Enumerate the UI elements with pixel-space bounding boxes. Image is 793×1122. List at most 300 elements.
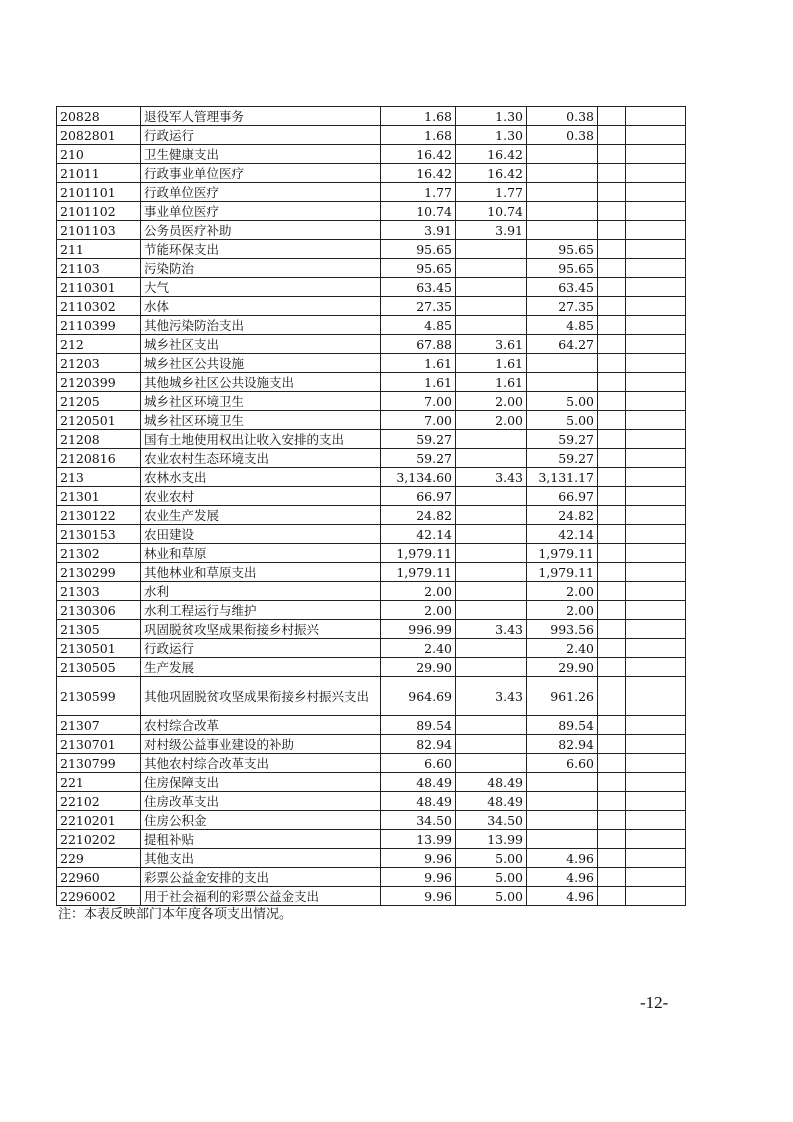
- total-cell: 13.99: [381, 830, 456, 849]
- empty-cell: [626, 525, 686, 544]
- subject-code-cell: 21302: [57, 544, 141, 563]
- empty-cell: [598, 164, 626, 183]
- subject-code-cell: 2130599: [57, 677, 141, 716]
- basic-expenditure-cell: 3.43: [456, 620, 527, 639]
- empty-cell: [598, 849, 626, 868]
- total-cell: 1,979.11: [381, 544, 456, 563]
- table-row: [57, 373, 686, 392]
- empty-cell: [626, 468, 686, 487]
- table-row: [57, 164, 686, 183]
- empty-cell: [598, 354, 626, 373]
- empty-cell: [626, 259, 686, 278]
- table-row: [57, 259, 686, 278]
- basic-expenditure-cell: 3.61: [456, 335, 527, 354]
- total-cell: 48.49: [381, 792, 456, 811]
- empty-cell: [626, 221, 686, 240]
- total-cell: 7.00: [381, 392, 456, 411]
- subject-name-cell: 行政单位医疗: [141, 183, 381, 202]
- project-expenditure-cell: 89.54: [527, 716, 598, 735]
- total-cell: 964.69: [381, 677, 456, 716]
- subject-code-cell: 2130701: [57, 735, 141, 754]
- subject-name-cell: 大气: [141, 278, 381, 297]
- table-row: [57, 107, 686, 126]
- table-row: [57, 563, 686, 582]
- basic-expenditure-cell: [456, 601, 527, 620]
- subject-code-cell: 21011: [57, 164, 141, 183]
- table-row: [57, 716, 686, 735]
- basic-expenditure-cell: 1.61: [456, 354, 527, 373]
- table-row: [57, 868, 686, 887]
- project-expenditure-cell: [527, 811, 598, 830]
- table-row: [57, 544, 686, 563]
- total-cell: 1.77: [381, 183, 456, 202]
- project-expenditure-cell: 4.96: [527, 887, 598, 906]
- subject-code-cell: 211: [57, 240, 141, 259]
- empty-cell: [598, 335, 626, 354]
- table-row: [57, 601, 686, 620]
- empty-cell: [626, 316, 686, 335]
- basic-expenditure-cell: 1.30: [456, 126, 527, 145]
- empty-cell: [626, 830, 686, 849]
- empty-cell: [598, 582, 626, 601]
- empty-cell: [626, 107, 686, 126]
- project-expenditure-cell: 59.27: [527, 449, 598, 468]
- project-expenditure-cell: 993.56: [527, 620, 598, 639]
- subject-name-cell: 事业单位医疗: [141, 202, 381, 221]
- subject-name-cell: 卫生健康支出: [141, 145, 381, 164]
- project-expenditure-cell: 4.85: [527, 316, 598, 335]
- table-note: 注：本表反映部门本年度各项支出情况。: [58, 907, 293, 922]
- empty-cell: [598, 411, 626, 430]
- empty-cell: [598, 677, 626, 716]
- table-row: [57, 202, 686, 221]
- total-cell: 89.54: [381, 716, 456, 735]
- basic-expenditure-cell: [456, 563, 527, 582]
- table-row: [57, 468, 686, 487]
- empty-cell: [598, 830, 626, 849]
- table-row: [57, 506, 686, 525]
- subject-code-cell: 2082801: [57, 126, 141, 145]
- total-cell: 2.40: [381, 639, 456, 658]
- empty-cell: [626, 887, 686, 906]
- total-cell: 95.65: [381, 259, 456, 278]
- empty-cell: [626, 677, 686, 716]
- table-row: [57, 582, 686, 601]
- subject-name-cell: 水利工程运行与维护: [141, 601, 381, 620]
- empty-cell: [598, 221, 626, 240]
- table-row: [57, 830, 686, 849]
- empty-cell: [626, 792, 686, 811]
- basic-expenditure-cell: 1.30: [456, 107, 527, 126]
- basic-expenditure-cell: 48.49: [456, 773, 527, 792]
- total-cell: 48.49: [381, 773, 456, 792]
- project-expenditure-cell: 2.00: [527, 582, 598, 601]
- subject-code-cell: 213: [57, 468, 141, 487]
- project-expenditure-cell: 63.45: [527, 278, 598, 297]
- project-expenditure-cell: [527, 221, 598, 240]
- empty-cell: [598, 811, 626, 830]
- empty-cell: [598, 240, 626, 259]
- empty-cell: [598, 107, 626, 126]
- empty-cell: [626, 582, 686, 601]
- basic-expenditure-cell: [456, 735, 527, 754]
- table-row: [57, 449, 686, 468]
- basic-expenditure-cell: 48.49: [456, 792, 527, 811]
- total-cell: 59.27: [381, 430, 456, 449]
- subject-name-cell: 污染防治: [141, 259, 381, 278]
- basic-expenditure-cell: [456, 316, 527, 335]
- total-cell: 42.14: [381, 525, 456, 544]
- total-cell: 24.82: [381, 506, 456, 525]
- subject-code-cell: 2110301: [57, 278, 141, 297]
- basic-expenditure-cell: [456, 278, 527, 297]
- subject-code-cell: 2130306: [57, 601, 141, 620]
- table-row: [57, 658, 686, 677]
- empty-cell: [626, 487, 686, 506]
- subject-name-cell: 住房改革支出: [141, 792, 381, 811]
- basic-expenditure-cell: [456, 506, 527, 525]
- empty-cell: [598, 868, 626, 887]
- basic-expenditure-cell: [456, 297, 527, 316]
- empty-cell: [626, 240, 686, 259]
- table-row: [57, 773, 686, 792]
- empty-cell: [626, 278, 686, 297]
- empty-cell: [626, 392, 686, 411]
- total-cell: 3,134.60: [381, 468, 456, 487]
- subject-name-cell: 农业生产发展: [141, 506, 381, 525]
- table-row: [57, 335, 686, 354]
- project-expenditure-cell: [527, 373, 598, 392]
- basic-expenditure-cell: 5.00: [456, 887, 527, 906]
- total-cell: 59.27: [381, 449, 456, 468]
- basic-expenditure-cell: 1.77: [456, 183, 527, 202]
- table-row: [57, 240, 686, 259]
- total-cell: 2.00: [381, 582, 456, 601]
- basic-expenditure-cell: [456, 240, 527, 259]
- basic-expenditure-cell: [456, 658, 527, 677]
- empty-cell: [626, 506, 686, 525]
- subject-code-cell: 2120501: [57, 411, 141, 430]
- subject-name-cell: 农林水支出: [141, 468, 381, 487]
- subject-name-cell: 退役军人管理事务: [141, 107, 381, 126]
- project-expenditure-cell: [527, 792, 598, 811]
- table-row: [57, 392, 686, 411]
- subject-name-cell: 其他支出: [141, 849, 381, 868]
- empty-cell: [626, 126, 686, 145]
- project-expenditure-cell: [527, 164, 598, 183]
- subject-code-cell: 2101102: [57, 202, 141, 221]
- total-cell: 2.00: [381, 601, 456, 620]
- empty-cell: [626, 658, 686, 677]
- project-expenditure-cell: [527, 773, 598, 792]
- table-row: [57, 811, 686, 830]
- empty-cell: [626, 373, 686, 392]
- empty-cell: [626, 145, 686, 164]
- project-expenditure-cell: [527, 202, 598, 221]
- basic-expenditure-cell: 3.43: [456, 677, 527, 716]
- subject-name-cell: 住房公积金: [141, 811, 381, 830]
- subject-name-cell: 林业和草原: [141, 544, 381, 563]
- empty-cell: [626, 449, 686, 468]
- project-expenditure-cell: 1,979.11: [527, 563, 598, 582]
- subject-name-cell: 彩票公益金安排的支出: [141, 868, 381, 887]
- subject-name-cell: 城乡社区支出: [141, 335, 381, 354]
- subject-code-cell: 21205: [57, 392, 141, 411]
- subject-name-cell: 城乡社区公共设施: [141, 354, 381, 373]
- basic-expenditure-cell: [456, 449, 527, 468]
- empty-cell: [598, 525, 626, 544]
- total-cell: 16.42: [381, 145, 456, 164]
- empty-cell: [626, 868, 686, 887]
- empty-cell: [598, 639, 626, 658]
- expenditure-table: [56, 106, 686, 906]
- empty-cell: [626, 202, 686, 221]
- empty-cell: [598, 449, 626, 468]
- project-expenditure-cell: 4.96: [527, 868, 598, 887]
- subject-name-cell: 节能环保支出: [141, 240, 381, 259]
- empty-cell: [626, 811, 686, 830]
- table-row: [57, 411, 686, 430]
- subject-code-cell: 221: [57, 773, 141, 792]
- project-expenditure-cell: 1,979.11: [527, 544, 598, 563]
- empty-cell: [626, 164, 686, 183]
- empty-cell: [598, 544, 626, 563]
- basic-expenditure-cell: [456, 544, 527, 563]
- empty-cell: [626, 735, 686, 754]
- subject-name-cell: 其他农村综合改革支出: [141, 754, 381, 773]
- total-cell: 82.94: [381, 735, 456, 754]
- subject-name-cell: 水体: [141, 297, 381, 316]
- empty-cell: [598, 563, 626, 582]
- table-row: [57, 849, 686, 868]
- table-row: [57, 792, 686, 811]
- project-expenditure-cell: [527, 830, 598, 849]
- empty-cell: [626, 716, 686, 735]
- empty-cell: [598, 316, 626, 335]
- total-cell: 3.91: [381, 221, 456, 240]
- total-cell: 66.97: [381, 487, 456, 506]
- basic-expenditure-cell: 3.43: [456, 468, 527, 487]
- basic-expenditure-cell: 5.00: [456, 868, 527, 887]
- basic-expenditure-cell: [456, 259, 527, 278]
- subject-code-cell: 22102: [57, 792, 141, 811]
- subject-code-cell: 2120399: [57, 373, 141, 392]
- total-cell: 34.50: [381, 811, 456, 830]
- table-row: [57, 430, 686, 449]
- project-expenditure-cell: 95.65: [527, 259, 598, 278]
- basic-expenditure-cell: 10.74: [456, 202, 527, 221]
- project-expenditure-cell: 95.65: [527, 240, 598, 259]
- empty-cell: [626, 335, 686, 354]
- basic-expenditure-cell: [456, 582, 527, 601]
- subject-code-cell: 2120816: [57, 449, 141, 468]
- project-expenditure-cell: [527, 183, 598, 202]
- empty-cell: [626, 754, 686, 773]
- empty-cell: [598, 278, 626, 297]
- table-row: [57, 126, 686, 145]
- table-row: [57, 525, 686, 544]
- empty-cell: [598, 792, 626, 811]
- subject-name-cell: 对村级公益事业建设的补助: [141, 735, 381, 754]
- empty-cell: [598, 259, 626, 278]
- empty-cell: [598, 297, 626, 316]
- empty-cell: [626, 297, 686, 316]
- subject-name-cell: 农村综合改革: [141, 716, 381, 735]
- project-expenditure-cell: 64.27: [527, 335, 598, 354]
- basic-expenditure-cell: 34.50: [456, 811, 527, 830]
- basic-expenditure-cell: [456, 639, 527, 658]
- empty-cell: [598, 735, 626, 754]
- empty-cell: [626, 601, 686, 620]
- table-row: [57, 278, 686, 297]
- empty-cell: [626, 620, 686, 639]
- total-cell: 9.96: [381, 849, 456, 868]
- project-expenditure-cell: [527, 145, 598, 164]
- empty-cell: [598, 373, 626, 392]
- total-cell: 4.85: [381, 316, 456, 335]
- subject-name-cell: 其他巩固脱贫攻坚成果衔接乡村振兴支出: [141, 677, 381, 716]
- total-cell: 67.88: [381, 335, 456, 354]
- project-expenditure-cell: 3,131.17: [527, 468, 598, 487]
- empty-cell: [626, 354, 686, 373]
- subject-code-cell: 22960: [57, 868, 141, 887]
- subject-code-cell: 2110399: [57, 316, 141, 335]
- table-row: [57, 620, 686, 639]
- basic-expenditure-cell: 16.42: [456, 145, 527, 164]
- subject-name-cell: 行政事业单位医疗: [141, 164, 381, 183]
- subject-name-cell: 其他林业和草原支出: [141, 563, 381, 582]
- project-expenditure-cell: 2.00: [527, 601, 598, 620]
- subject-name-cell: 行政运行: [141, 126, 381, 145]
- empty-cell: [598, 506, 626, 525]
- subject-name-cell: 农田建设: [141, 525, 381, 544]
- basic-expenditure-cell: 5.00: [456, 849, 527, 868]
- project-expenditure-cell: 6.60: [527, 754, 598, 773]
- subject-code-cell: 2130799: [57, 754, 141, 773]
- total-cell: 1,979.11: [381, 563, 456, 582]
- subject-name-cell: 生产发展: [141, 658, 381, 677]
- subject-code-cell: 2130122: [57, 506, 141, 525]
- empty-cell: [598, 887, 626, 906]
- basic-expenditure-cell: 1.61: [456, 373, 527, 392]
- empty-cell: [626, 411, 686, 430]
- empty-cell: [598, 601, 626, 620]
- empty-cell: [626, 563, 686, 582]
- empty-cell: [598, 430, 626, 449]
- total-cell: 6.60: [381, 754, 456, 773]
- table-row: [57, 354, 686, 373]
- subject-code-cell: 21103: [57, 259, 141, 278]
- empty-cell: [598, 487, 626, 506]
- subject-name-cell: 其他城乡社区公共设施支出: [141, 373, 381, 392]
- basic-expenditure-cell: [456, 487, 527, 506]
- total-cell: 95.65: [381, 240, 456, 259]
- table-row: [57, 754, 686, 773]
- subject-code-cell: 21301: [57, 487, 141, 506]
- basic-expenditure-cell: [456, 716, 527, 735]
- subject-code-cell: 21303: [57, 582, 141, 601]
- project-expenditure-cell: 5.00: [527, 392, 598, 411]
- project-expenditure-cell: [527, 354, 598, 373]
- empty-cell: [598, 754, 626, 773]
- total-cell: 1.68: [381, 126, 456, 145]
- empty-cell: [626, 639, 686, 658]
- project-expenditure-cell: 59.27: [527, 430, 598, 449]
- subject-code-cell: 2110302: [57, 297, 141, 316]
- total-cell: 1.61: [381, 373, 456, 392]
- subject-name-cell: 行政运行: [141, 639, 381, 658]
- subject-code-cell: 21203: [57, 354, 141, 373]
- basic-expenditure-cell: 16.42: [456, 164, 527, 183]
- basic-expenditure-cell: [456, 754, 527, 773]
- total-cell: 1.61: [381, 354, 456, 373]
- total-cell: 63.45: [381, 278, 456, 297]
- subject-name-cell: 国有土地使用权出让收入安排的支出: [141, 430, 381, 449]
- subject-code-cell: 21307: [57, 716, 141, 735]
- empty-cell: [598, 716, 626, 735]
- empty-cell: [598, 392, 626, 411]
- project-expenditure-cell: 0.38: [527, 107, 598, 126]
- project-expenditure-cell: 27.35: [527, 297, 598, 316]
- subject-name-cell: 用于社会福利的彩票公益金支出: [141, 887, 381, 906]
- empty-cell: [598, 658, 626, 677]
- subject-name-cell: 水利: [141, 582, 381, 601]
- table-row: [57, 221, 686, 240]
- subject-code-cell: 21208: [57, 430, 141, 449]
- empty-cell: [598, 183, 626, 202]
- project-expenditure-cell: 5.00: [527, 411, 598, 430]
- table-row: [57, 183, 686, 202]
- basic-expenditure-cell: [456, 430, 527, 449]
- table-row: [57, 735, 686, 754]
- project-expenditure-cell: 29.90: [527, 658, 598, 677]
- project-expenditure-cell: 82.94: [527, 735, 598, 754]
- total-cell: 27.35: [381, 297, 456, 316]
- page-number: -12-: [640, 993, 669, 1012]
- table-row: [57, 297, 686, 316]
- empty-cell: [598, 202, 626, 221]
- project-expenditure-cell: 4.96: [527, 849, 598, 868]
- subject-name-cell: 巩固脱贫攻坚成果衔接乡村振兴: [141, 620, 381, 639]
- basic-expenditure-cell: 3.91: [456, 221, 527, 240]
- table-row: [57, 316, 686, 335]
- basic-expenditure-cell: 13.99: [456, 830, 527, 849]
- subject-name-cell: 农业农村生态环境支出: [141, 449, 381, 468]
- subject-code-cell: 212: [57, 335, 141, 354]
- empty-cell: [598, 468, 626, 487]
- total-cell: 16.42: [381, 164, 456, 183]
- subject-code-cell: 2210201: [57, 811, 141, 830]
- basic-expenditure-cell: 2.00: [456, 411, 527, 430]
- project-expenditure-cell: 0.38: [527, 126, 598, 145]
- subject-name-cell: 提租补贴: [141, 830, 381, 849]
- subject-code-cell: 210: [57, 145, 141, 164]
- total-cell: 9.96: [381, 887, 456, 906]
- empty-cell: [598, 126, 626, 145]
- total-cell: 29.90: [381, 658, 456, 677]
- subject-name-cell: 城乡社区环境卫生: [141, 392, 381, 411]
- empty-cell: [598, 145, 626, 164]
- subject-name-cell: 住房保障支出: [141, 773, 381, 792]
- table-row: [57, 677, 686, 716]
- subject-code-cell: 20828: [57, 107, 141, 126]
- empty-cell: [598, 620, 626, 639]
- project-expenditure-cell: 961.26: [527, 677, 598, 716]
- subject-code-cell: 229: [57, 849, 141, 868]
- total-cell: 7.00: [381, 411, 456, 430]
- table-row: [57, 145, 686, 164]
- project-expenditure-cell: 24.82: [527, 506, 598, 525]
